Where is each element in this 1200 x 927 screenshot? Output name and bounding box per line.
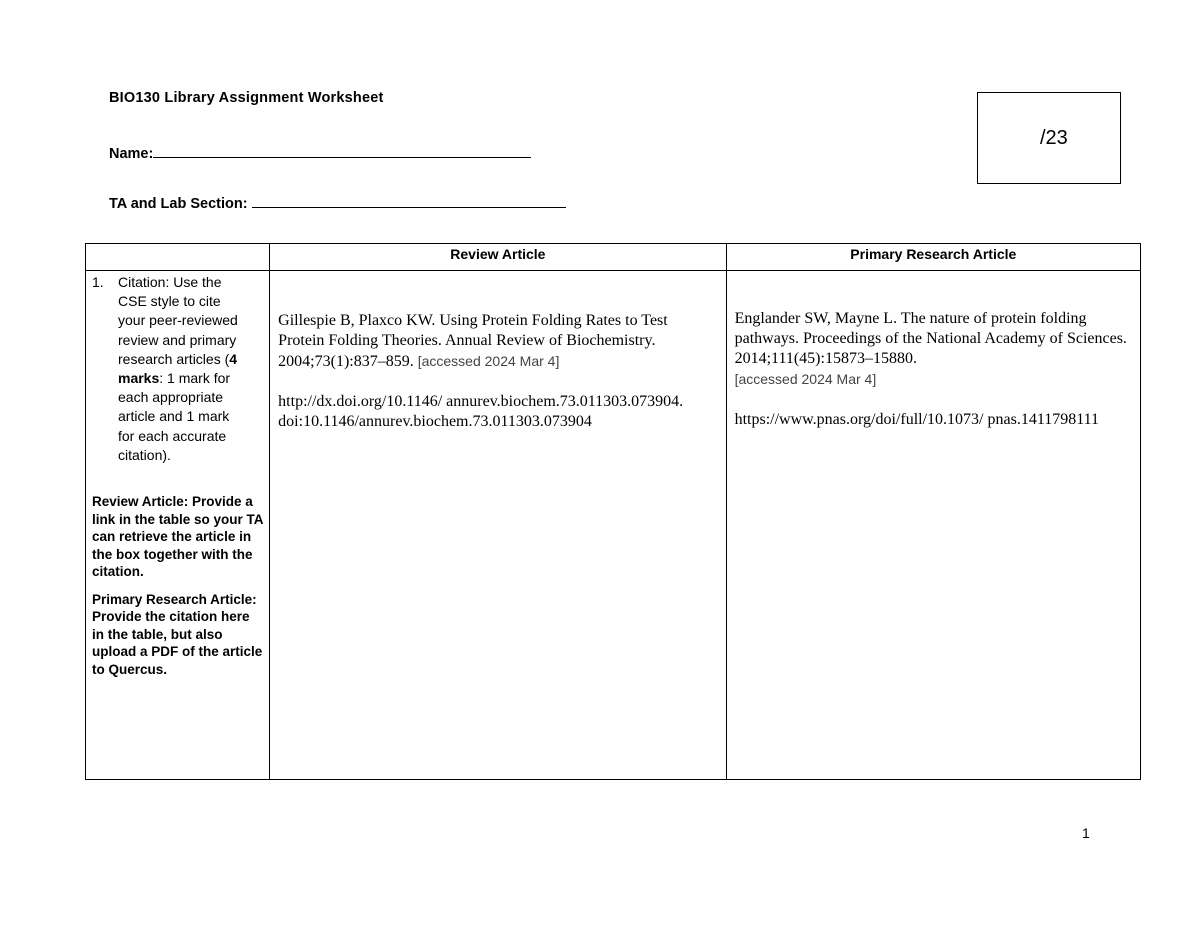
- instruction-text: Citation: Use the CSE style to cite your peer-reviewed review and primary research articles (4 marks: 1 mark for each appropriate article and 1 mark for each accurate citation).: [118, 274, 238, 463]
- worksheet-title: BIO130 Library Assignment Worksheet: [109, 90, 384, 106]
- primary-citation: Englander SW, Mayne L. The nature of protein folding pathways. Proceedings of the National Academy of Sciences. 2014;111(45):15873–15880. [accessed 2024 Mar 4]: [734, 310, 1127, 387]
- primary-article-cell[interactable]: [726, 271, 1140, 780]
- review-doi: doi:10.1146/annurev.biochem.73.011303.073904: [278, 413, 592, 430]
- review-article-note: Review Article: Provide a link in the table so your TA can retrieve the article in the box together with the citation.: [92, 494, 264, 580]
- primary-link[interactable]: https://www.pnas.org/doi/full/10.1073/ pnas.1411798111: [734, 411, 1100, 428]
- header-review-article: Review Article: [270, 244, 726, 271]
- ta-label: TA and Lab Section:: [109, 196, 252, 212]
- table-header-row: [86, 244, 1141, 271]
- header-empty: [86, 244, 270, 271]
- score-box: [977, 92, 1121, 184]
- review-citation: Gillespie B, Plaxco KW. Using Protein Folding Rates to Test Protein Folding Theories. Annual Review of Biochemistry. 2004;73(1):837–859. [accessed 2024 Mar 4]: [278, 312, 668, 370]
- review-article-cell[interactable]: [270, 271, 726, 780]
- instruction-item: [92, 273, 265, 465]
- table-row: [86, 271, 1141, 780]
- marks-bold: 4 marks: [118, 350, 238, 387]
- name-blank: [153, 145, 531, 158]
- item-number: 1.: [92, 274, 104, 290]
- ta-lab-section-line: [109, 195, 566, 212]
- score-total: /23: [1040, 127, 1068, 149]
- page-number: 1: [1082, 825, 1090, 841]
- citation-table: [85, 243, 1141, 780]
- review-link[interactable]: http://dx.doi.org/10.1146/ annurev.biochem.73.011303.073904.: [278, 393, 684, 410]
- header-primary-article: Primary Research Article: [726, 244, 1140, 271]
- primary-accessed: [accessed 2024 Mar 4]: [734, 371, 877, 387]
- review-accessed: [accessed 2024 Mar 4]: [417, 353, 560, 369]
- name-label: Name:: [109, 146, 154, 162]
- ta-blank: [252, 195, 566, 208]
- primary-article-note: Primary Research Article: Provide the citation here in the table, but also upload a PDF of the article to Quercus.: [92, 591, 263, 677]
- instructions-cell: [86, 271, 270, 780]
- name-line: [109, 145, 531, 162]
